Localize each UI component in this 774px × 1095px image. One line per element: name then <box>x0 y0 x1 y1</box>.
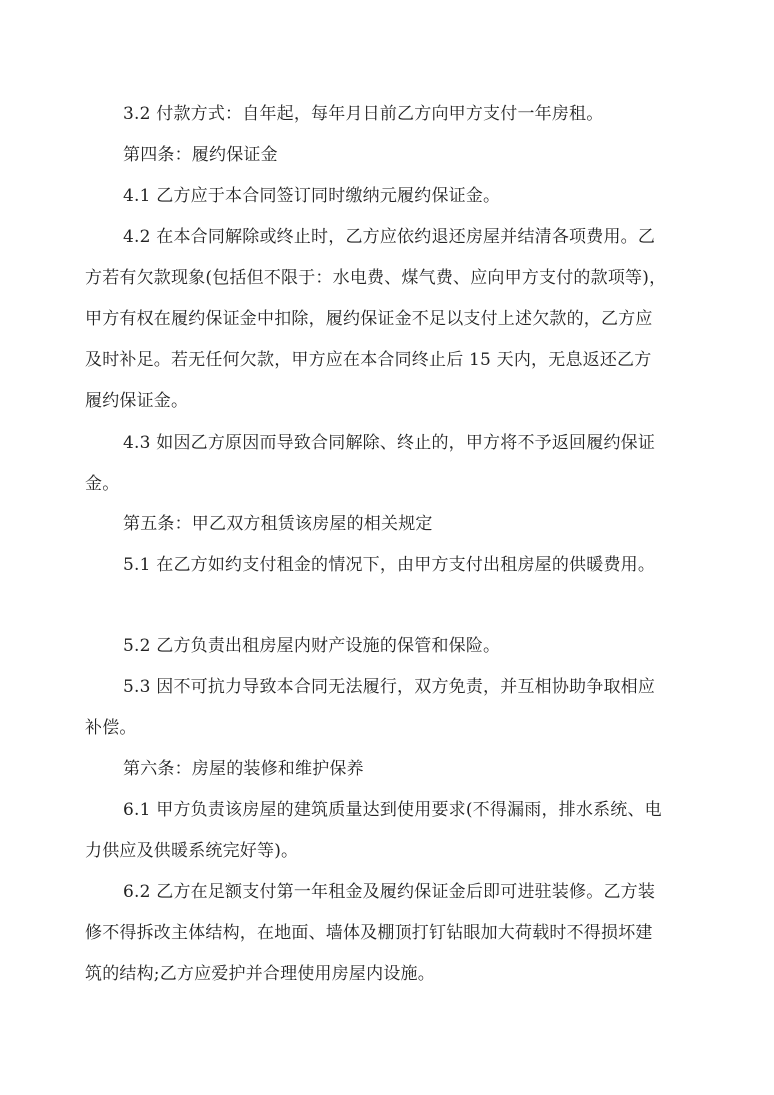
section-heading: 第六条：房屋的装修和维护保养 <box>123 759 364 779</box>
section-heading: 第五条：甲乙双方租赁该房屋的相关规定 <box>123 514 433 534</box>
text-line: 力供应及供暖系统完好等)。 <box>85 841 299 861</box>
text-line: 5.2 乙方负责出租房屋内财产设施的保管和保险。 <box>123 636 501 656</box>
section-heading: 第四条：履约保证金 <box>123 145 278 165</box>
text-line: 4.1 乙方应于本合同签订同时缴纳元履约保证金。 <box>123 186 501 206</box>
text-line: 金。 <box>85 474 120 494</box>
text-line: 3.2 付款方式：自年起，每年月日前乙方向甲方支付一年房租。 <box>123 104 604 124</box>
text-line: 5.1 在乙方如约支付租金的情况下，由甲方支付出租房屋的供暖费用。 <box>123 555 656 575</box>
text-line: 及时补足。若无任何欠款，甲方应在本合同终止后 15 天内，无息返还乙方 <box>85 350 652 370</box>
text-line: 4.3 如因乙方原因而导致合同解除、终止的，甲方将不予返回履约保证 <box>123 433 656 453</box>
text-line: 筑的结构;乙方应爱护并合理使用房屋内设施。 <box>85 964 435 984</box>
text-line: 补偿。 <box>85 718 137 738</box>
text-line: 6.2 乙方在足额支付第一年租金及履约保证金后即可进驻装修。乙方装 <box>123 882 656 902</box>
text-line: 6.1 甲方负责该房屋的建筑质量达到使用要求(不得漏雨，排水系统、电 <box>123 800 662 820</box>
text-line: 履约保证金。 <box>85 391 189 411</box>
text-line: 方若有欠款现象(包括但不限于：水电费、煤气费、应向甲方支付的款项等)， <box>85 268 667 288</box>
text-line: 4.2 在本合同解除或终止时，乙方应依约退还房屋并结清各项费用。乙 <box>123 227 656 247</box>
text-line: 甲方有权在履约保证金中扣除，履约保证金不足以支付上述欠款的，乙方应 <box>85 309 653 329</box>
text-line: 修不得拆改主体结构，在地面、墙体及棚顶打钉钻眼加大荷载时不得损坏建 <box>85 923 653 943</box>
text-line: 5.3 因不可抗力导致本合同无法履行，双方免责，并互相协助争取相应 <box>123 677 656 697</box>
